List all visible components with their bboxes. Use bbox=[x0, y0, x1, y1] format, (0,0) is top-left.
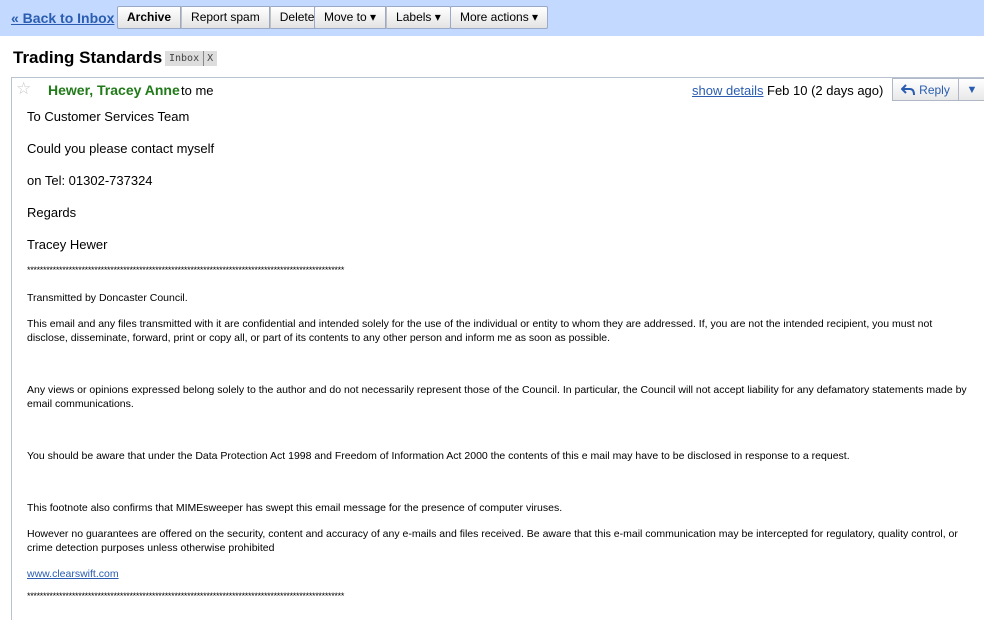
body-line: Tracey Hewer bbox=[27, 237, 108, 252]
reply-options-button[interactable] bbox=[958, 78, 984, 101]
back-to-inbox-link[interactable]: « Back to Inbox bbox=[11, 10, 115, 26]
clearswift-link[interactable]: www.clearswift.com bbox=[27, 568, 119, 580]
message-date: Feb 10 (2 days ago) bbox=[767, 83, 884, 98]
move-to-button[interactable]: Move to ▾ bbox=[314, 6, 386, 29]
footer-confidential: This email and any files transmitted with it are confidential and intended solely for the use of the individual or entity to whom they are addressed. If, you are not the intended recipient, you must not disclose, disseminate, forward, print or copy all, or part of its contents to any other person and inform me as soon as possible. bbox=[27, 318, 933, 344]
chevron-down-icon: ▼ bbox=[966, 83, 978, 96]
footer-views: Any views or opinions expressed belong solely to the author and do not necessarily represent those of the Council. In particular, the Council will not accept liability for any defamatory statements made by email communications. bbox=[27, 384, 967, 410]
message-card bbox=[11, 77, 984, 620]
body-line: To Customer Services Team bbox=[27, 109, 190, 124]
archive-button[interactable]: Archive bbox=[117, 6, 181, 29]
sender-name[interactable]: Hewer, Tracey Anne bbox=[48, 82, 180, 98]
star-icon[interactable]: ☆ bbox=[16, 79, 32, 98]
body-line: Could you please contact myself bbox=[27, 141, 215, 156]
footer-guarantees: However no guarantees are offered on the security, content and accuracy of any e-mails and files received. Be aware that this e-mail communication may be intercepted for regulatory, quality control, or crime detection purposes unless otherwise prohibited bbox=[27, 528, 958, 554]
footer-transmitted: Transmitted by Doncaster Council. bbox=[27, 292, 188, 304]
move-labels-button-group bbox=[314, 6, 451, 28]
labels-button[interactable]: Labels ▾ bbox=[386, 6, 451, 29]
email-subject: Trading Standards bbox=[13, 48, 163, 67]
show-details-link[interactable]: show details bbox=[692, 83, 764, 98]
body-line: Regards bbox=[27, 205, 77, 220]
delete-button[interactable]: Delete bbox=[270, 6, 325, 29]
footer-link-line bbox=[27, 567, 972, 581]
reply-arrow-icon bbox=[901, 84, 915, 96]
action-button-group bbox=[117, 6, 324, 28]
more-actions-button[interactable]: More actions ▾ bbox=[450, 6, 548, 29]
recipient-text: to me bbox=[181, 83, 214, 98]
footer-data-protection: You should be aware that under the Data Protection Act 1998 and Freedom of Information Act 2000 the contents of this e mail may have to be disclosed in response to a request. bbox=[27, 450, 850, 462]
report-spam-button[interactable]: Report spam bbox=[181, 6, 270, 29]
more-actions-group bbox=[450, 6, 548, 28]
reply-button[interactable] bbox=[892, 78, 959, 101]
divider-line: *************************************************************************************************** bbox=[27, 591, 345, 601]
footer-mimesweeper: This footnote also confirms that MIMEsweeper has swept this email message for the presence of computer viruses. bbox=[27, 502, 563, 514]
toolbar bbox=[0, 0, 984, 36]
remove-label-button[interactable]: X bbox=[203, 51, 213, 66]
body-line: on Tel: 01302-737324 bbox=[27, 173, 153, 188]
reply-label: Reply bbox=[919, 82, 950, 97]
label-name: Inbox bbox=[169, 53, 200, 64]
inbox-label-chip bbox=[165, 51, 217, 66]
divider-line: *************************************************************************************************** bbox=[27, 265, 345, 275]
